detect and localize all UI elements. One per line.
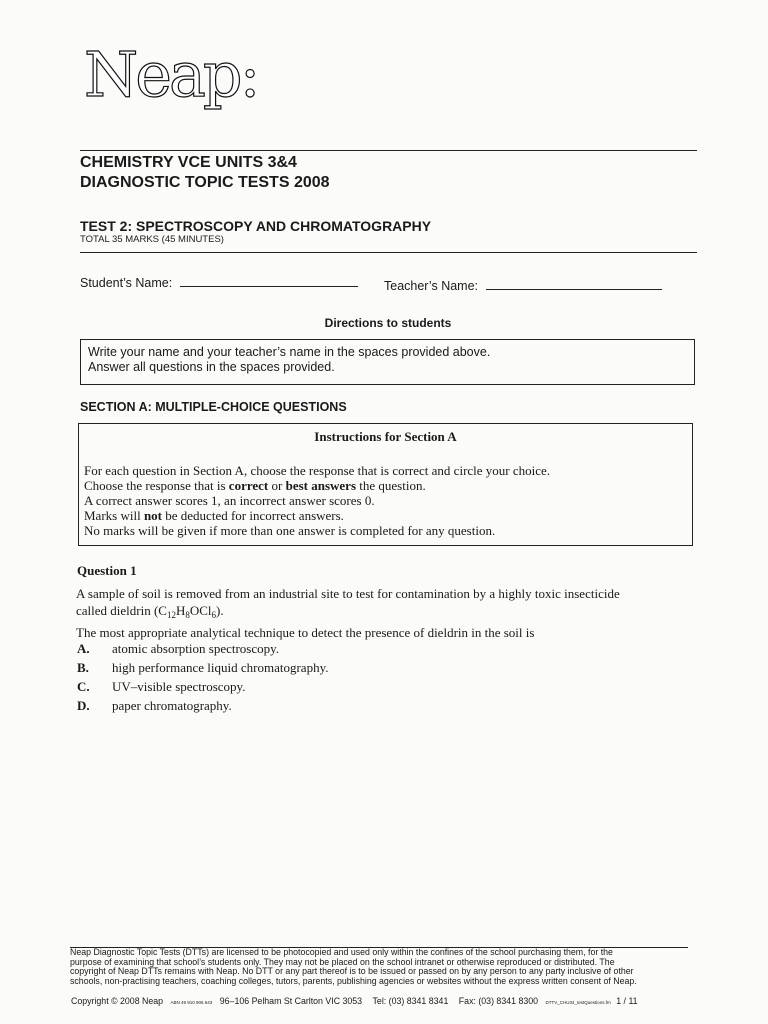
section-a-title: SECTION A: MULTIPLE-CHOICE QUESTIONS: [80, 400, 347, 414]
address: 96–106 Pelham St Carlton VIC 3053: [219, 996, 363, 1006]
option-d-text: paper chromatography.: [112, 698, 232, 713]
student-name-line[interactable]: [180, 274, 358, 287]
licence-line-1: Neap Diagnostic Topic Tests (DTTs) are licensed to be photocopied and used only within the confines of the school purchasing them, for the: [70, 947, 613, 957]
fax: Fax: (03) 8341 8300: [458, 996, 539, 1006]
course-title: CHEMISTRY VCE UNITS 3&4: [80, 154, 297, 171]
file-name: DTTV_CHU34_testQuestions.fm: [545, 1000, 611, 1005]
option-c-letter: C.: [77, 679, 90, 694]
marks-time: TOTAL 35 MARKS (45 MINUTES): [80, 234, 224, 245]
series-title: DIAGNOSTIC TOPIC TESTS 2008: [80, 174, 330, 191]
directions-line-1: Write your name and your teacher’s name in the spaces provided above.: [88, 345, 491, 359]
teacher-name-label: Teacher’s Name:: [384, 279, 479, 293]
option-c[interactable]: [77, 679, 477, 695]
instructions-box: [78, 423, 693, 546]
header-rule-top: [80, 150, 697, 151]
instruction-line-3: A correct answer scores 1, an incorrect answer scores 0.: [84, 493, 375, 508]
question-1-prompt: The most appropriate analytical technique to detect the presence of dieldrin in the soil is: [76, 625, 535, 640]
option-a-text: atomic absorption spectroscopy.: [112, 641, 280, 656]
option-a[interactable]: [77, 641, 477, 657]
abn: ABN 49 910 906 643: [170, 1000, 213, 1005]
question-1-stem-line-1: A sample of soil is removed from an industrial site to test for contamination by a highly toxic insecticide: [76, 586, 620, 601]
instruction-line-2: Choose the response that is correct or best answers the question.: [84, 478, 426, 493]
option-d-letter: D.: [77, 698, 90, 713]
licence-notice: [70, 948, 710, 986]
telephone: Tel: (03) 8341 8341: [372, 996, 449, 1006]
licence-line-3: copyright of Neap DTTs remains with Neap. No DTT or any part thereof is to be issued or passed on by any person to any party inclusive of other: [70, 966, 634, 977]
directions-line-2: Answer all questions in the spaces provided.: [88, 360, 335, 374]
header-rule-bottom: [80, 252, 697, 253]
option-c-text: UV–visible spectroscopy.: [112, 679, 246, 694]
student-name-field[interactable]: [80, 274, 358, 290]
option-b[interactable]: [77, 660, 477, 676]
option-b-letter: B.: [77, 660, 89, 675]
instructions-title: Instructions for Section A: [314, 429, 457, 444]
question-1-stem: [76, 585, 706, 619]
footer-contact: [71, 996, 638, 1006]
directions-title: Directions to students: [324, 316, 452, 330]
instruction-line-5: No marks will be given if more than one answer is completed for any question.: [84, 523, 496, 538]
licence-line-2: purpose of examining that school’s students only. They may not be placed on the school intranet or otherwise reproduced or distributed. The: [70, 956, 615, 967]
teacher-name-field[interactable]: [384, 277, 662, 293]
licence-line-4: schools, non-practising teachers, coaching colleges, tutors, parents, publishing agencies or websites without the express written consent of Neap.: [70, 975, 637, 986]
test-title: TEST 2: SPECTROSCOPY AND CHROMATOGRAPHY: [80, 218, 432, 234]
option-d[interactable]: [77, 698, 477, 714]
instruction-line-4: Marks will not be deducted for incorrect answers.: [84, 508, 344, 523]
option-a-letter: A.: [77, 641, 90, 656]
instruction-line-1: For each question in Section A, choose the response that is correct and circle your choice.: [84, 463, 551, 478]
neap-logo: Neap:: [84, 38, 258, 111]
page-number: 1 / 11: [616, 996, 638, 1006]
student-name-label: Student’s Name:: [80, 276, 173, 290]
copyright: Copyright © 2008 Neap: [71, 996, 164, 1006]
question-1-title: Question 1: [77, 563, 137, 578]
option-b-text: high performance liquid chromatography.: [112, 660, 329, 675]
directions-box: [80, 339, 695, 385]
question-1-stem-line-2: called dieldrin $(C_{12}H_8OCl_6)$.: [76, 603, 224, 620]
teacher-name-line[interactable]: [486, 277, 662, 290]
